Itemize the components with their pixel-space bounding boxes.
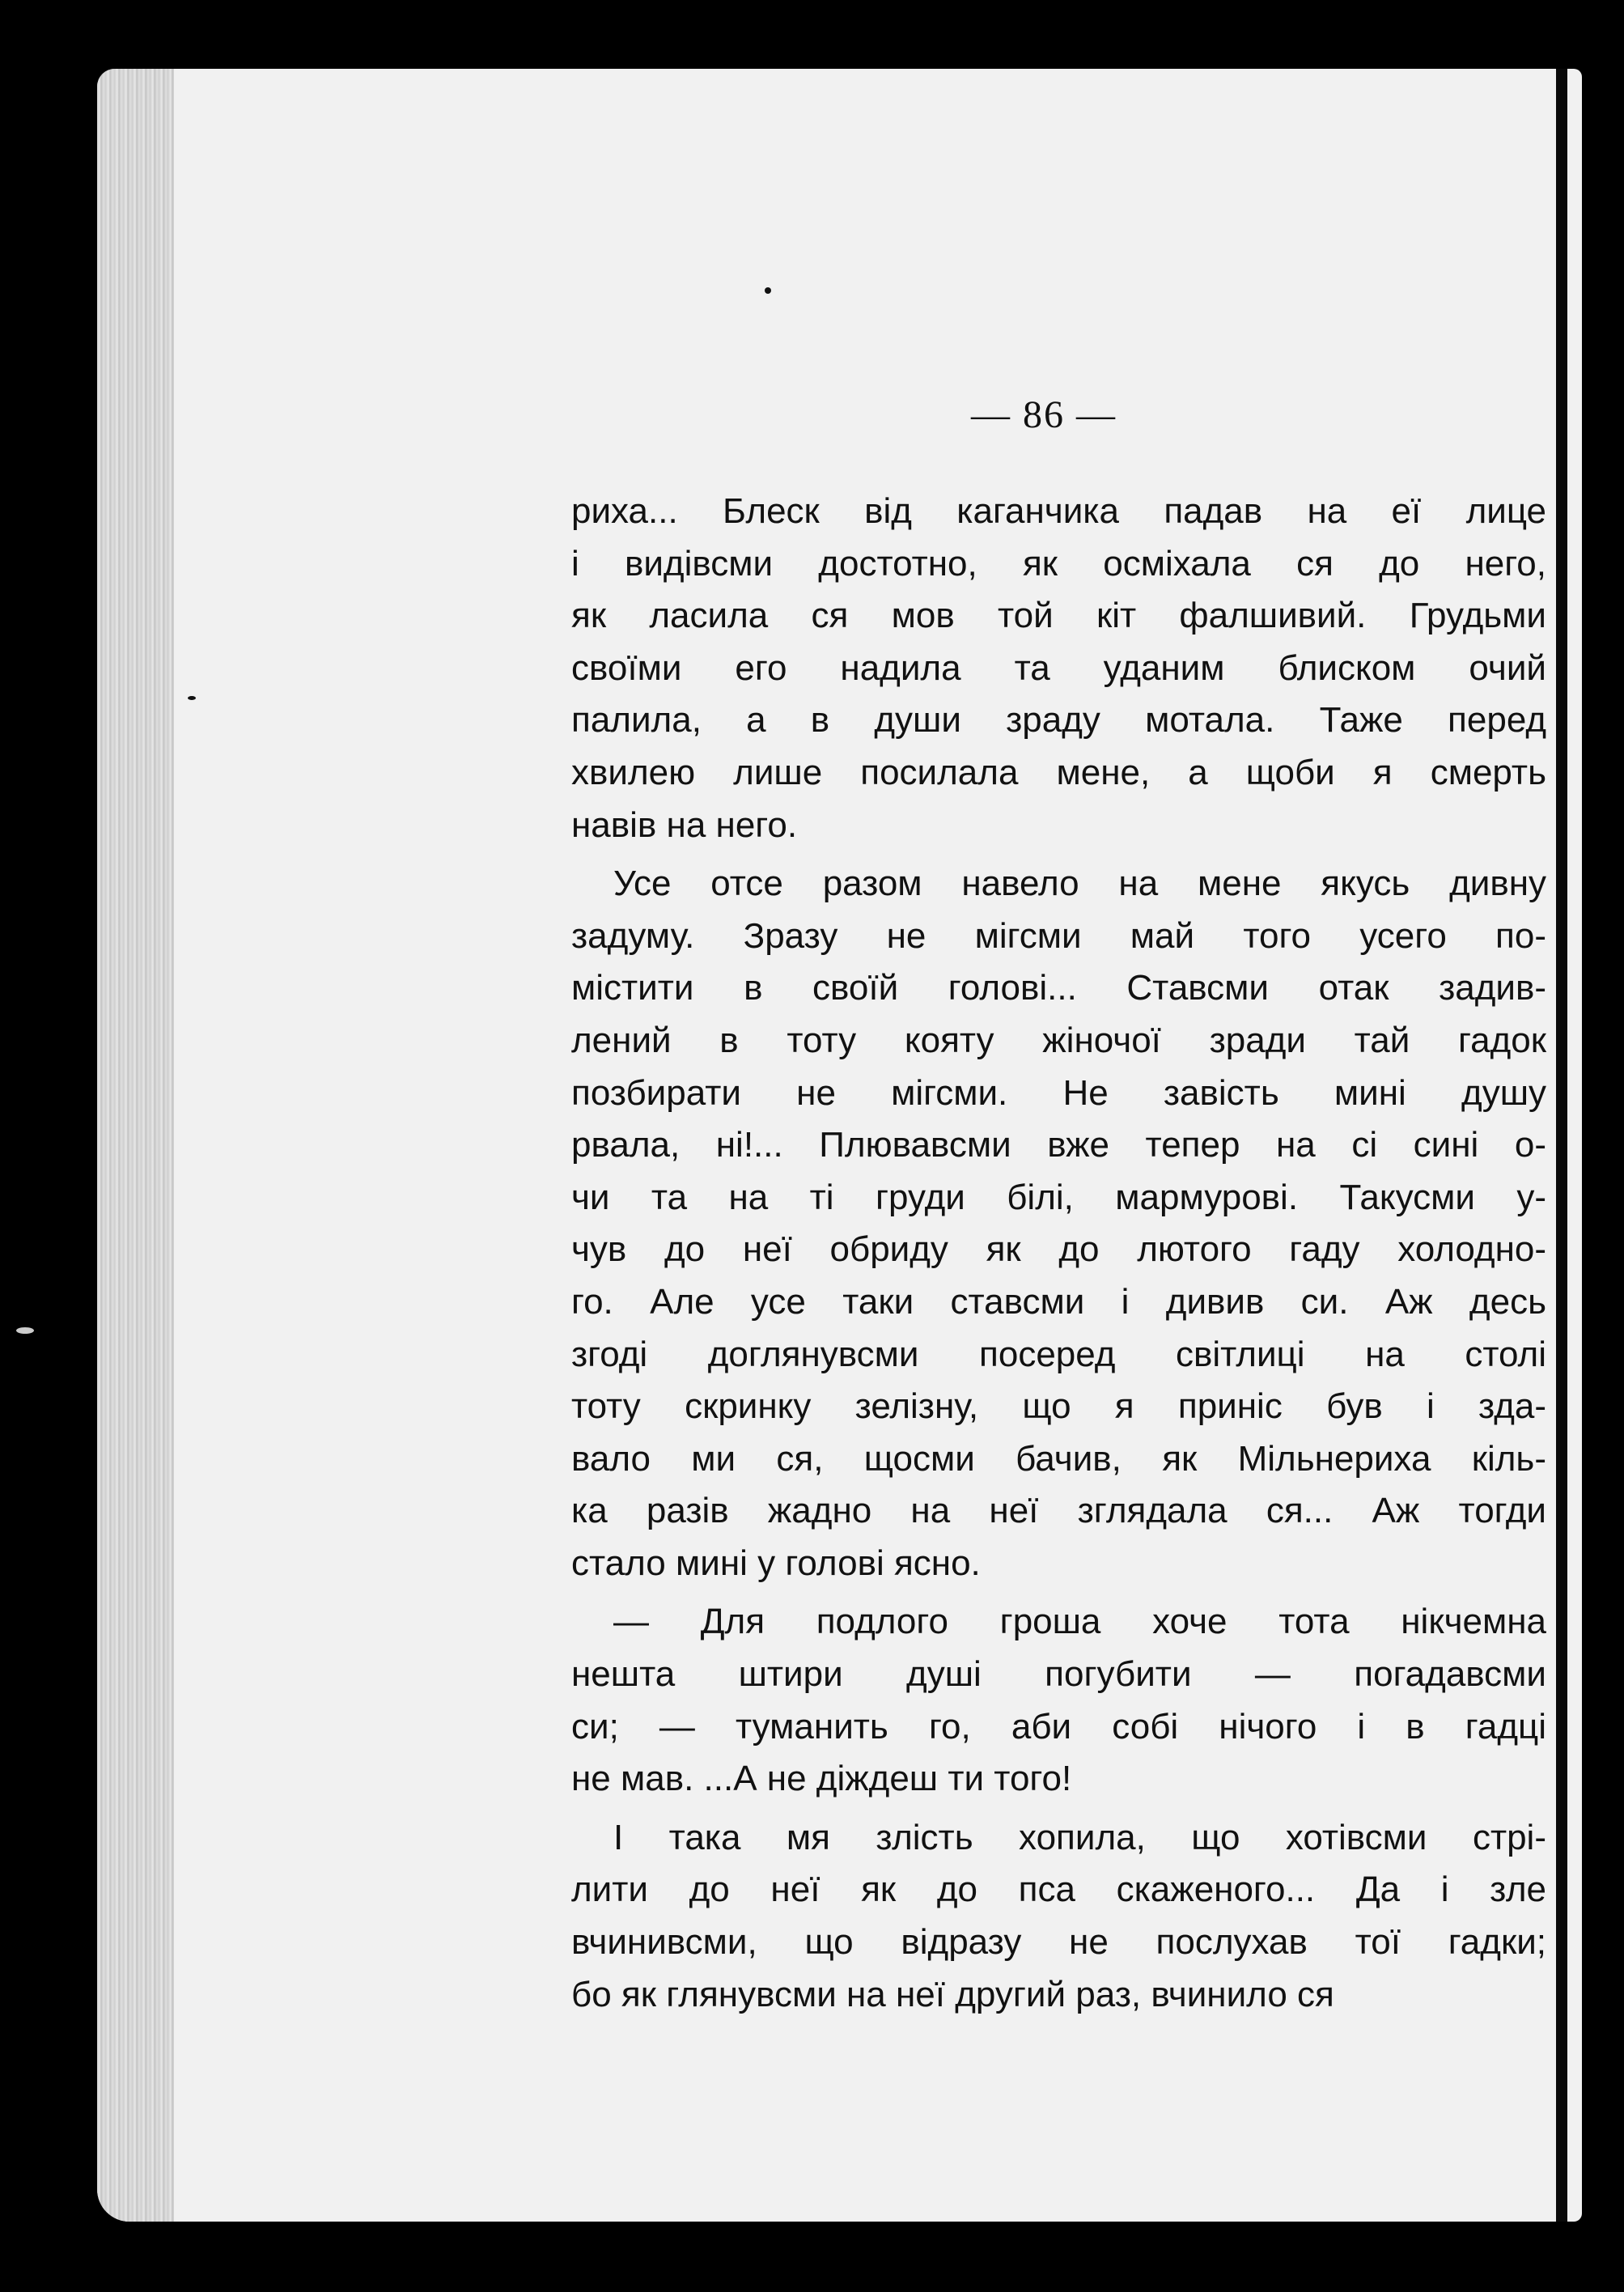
next-page-edge [1556,69,1567,2222]
text-line: палила, а в души зраду мотала. Таже перед [571,700,1546,741]
text-line: си; — туманить го, аби собі нічого і в гадці [571,1706,1546,1747]
text-line: лений в тоту кояту жіночої зради тай гадок [571,1020,1546,1060]
body-text [571,486,1546,2021]
text-line: згоді доглянувсми посеред світлиці на столі [571,1334,1546,1374]
text-line: чи та на ті груди білі, мармурові. Такусми у- [571,1177,1546,1217]
text-line: не мав. ...А не діждеш ти того! [571,1759,1072,1799]
text-line: рвала, ні!... Плювавсми вже тепер на сі сині о- [571,1125,1546,1165]
paragraph [571,1812,1546,2021]
text-line: вчинивсми, що відразу не послухав тої гадки; [571,1922,1546,1963]
paragraph [571,858,1546,1590]
text-line: позбирати не мігсми. Не завість мині душу [571,1072,1546,1113]
text-line: Усе отсе разом навело на мене якусь дивну [613,864,1546,904]
paragraph [571,1596,1546,1805]
text-line: містити в своїй голові... Ставсми отак задив- [571,968,1546,1008]
text-line: го. Але усе таки ставсми і дивив си. Аж десь [571,1281,1546,1322]
text-line: стало мині у голові ясно. [571,1543,981,1583]
text-line: задуму. Зразу не мігсми май того усего по- [571,915,1546,956]
paragraph-gap [571,1590,1546,1596]
text-line: чув до неї обриду як до лютого гаду холодно- [571,1229,1546,1270]
scan-speck [188,696,196,700]
paragraph-gap [571,851,1546,858]
scan-speck [765,287,771,294]
text-line: як ласила ся мов той кіт фалшивий. Грудьми [571,596,1546,636]
text-line: бо як глянувсми на неї другий раз, вчинило ся [571,1974,1334,2014]
page-number: — 86 — [971,393,1117,436]
text-line: І така мя злість хопила, що хотівсми стрі- [613,1817,1546,1857]
text-line: вало ми ся, щосми бачив, як Мільнериха кіль- [571,1438,1546,1479]
text-line: риха... Блеск від каганчика падав на еї лице [571,491,1546,531]
text-line: своїми его надила та уданим блиском очий [571,647,1546,688]
paragraph-gap [571,1806,1546,1812]
text-line: — Для подлого гроша хоче тота нікчемна [613,1602,1546,1642]
text-line: і видівсми достотно, як осміхала ся до него, [571,543,1546,584]
book-page [97,69,1582,2222]
page-binding-edge [97,69,174,2222]
text-line: навів на него. [571,804,798,845]
text-line: нешта штири душі погубити — погадавсми [571,1654,1546,1695]
scan-speck [16,1327,34,1334]
text-line: лити до неї як до пса скаженого... Да і зле [571,1870,1546,1910]
text-line: тоту скринку зелізну, що я приніс був і зда- [571,1386,1546,1427]
text-line: хвилею лише посилала мене, а щоби я смерть [571,752,1546,792]
paragraph [571,486,1546,851]
text-line: ка разів жадно на неї зглядала ся... Аж тогди [571,1491,1546,1531]
